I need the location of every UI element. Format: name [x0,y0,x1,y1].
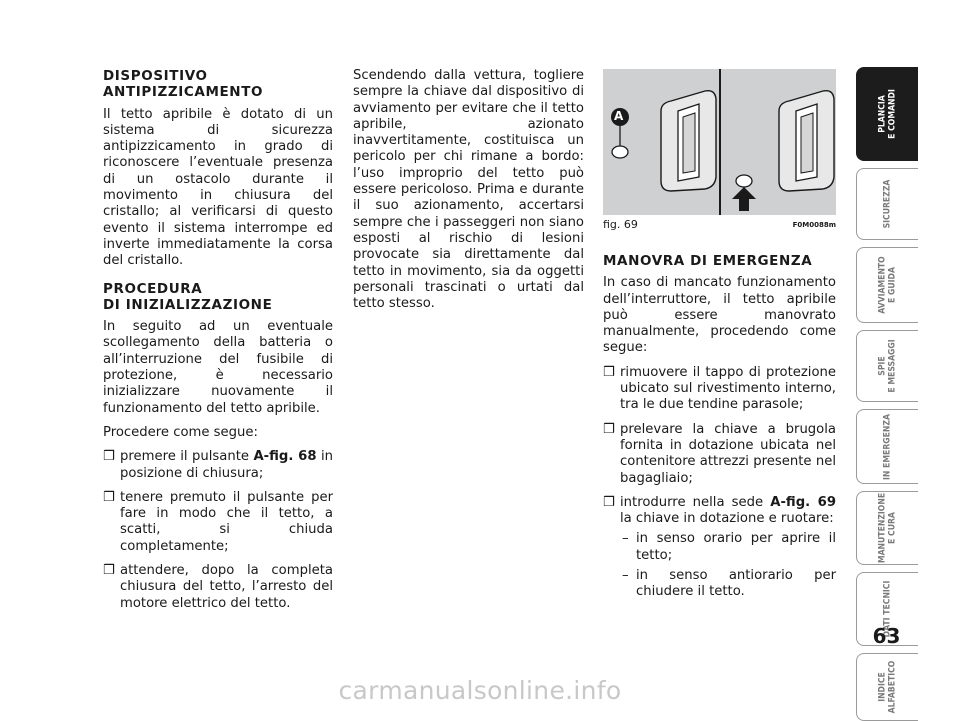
title-line: ANTIPIZZICAMENTO [103,84,264,101]
sub-list-item [603,531,836,564]
list-item [603,365,836,414]
list-item [603,422,836,487]
checkbox-bullet-icon: ❒ [103,449,115,465]
dash-bullet: – [622,568,629,584]
list-text: attendere, dopo la completa chiusura del tetto, l’arresto del motore elettrico del tetto. [120,563,333,611]
figure-69 [603,69,836,215]
tab-plancia-e-comandi[interactable] [856,67,918,161]
section-title-emergency: MANOVRA DI EMERGENZA [603,253,813,269]
list-item [103,563,333,612]
tab-label: IN EMERGENZA [881,413,892,480]
column-left [103,68,333,620]
list-item [603,495,836,528]
tab-label: SPIE E MESSAGGI [877,339,897,393]
list-text: prelevare la chiave a brugola fornita in dotazione ubicata nel contenitore attrezzi presente nel bagagliaio; [620,421,836,486]
figure-reference: A-fig. 69 [770,494,836,510]
tab-in-emergenza[interactable] [856,409,918,484]
cap-removed-icon [736,175,752,187]
dash-bullet: – [622,531,629,547]
figure-code: F0M0088m [792,221,836,229]
checkbox-bullet-icon: ❒ [103,563,115,579]
roof-control-illustration [603,69,836,215]
tab-spie-e-messaggi[interactable] [856,330,918,402]
list-text: in senso antiorario per chiudere il tetto. [636,568,836,600]
sub-list-item [603,568,836,601]
title-line: DISPOSITIVO [103,68,208,84]
tab-label: DATI TECNICI [881,580,892,638]
figure-number: fig. 69 [603,218,638,231]
section-anti-pinch [103,68,333,270]
paragraph: In seguito ad un eventuale scollegamento della batteria o all’interruzione del fusibile di protezione, è necessario inizializzare nuovamente il funzionamento del tetto apribile. [103,319,333,416]
column-middle [353,68,584,320]
tab-label: INDICE ALFABETICO [877,660,897,714]
roof-switch-housing-left [661,91,716,191]
access-cap-icon [612,146,628,158]
checkbox-bullet-icon: ❒ [603,421,615,437]
figure-reference: A-fig. 68 [253,449,317,465]
section-title-anti-pinch [103,68,333,101]
list-text: introdurre nella sede [620,494,771,510]
warning-paragraph: Scendendo dalla vettura, togliere sempre la chiave dal dispositivo di avviamento per evitare che il tetto apribile, azionato inavvertitamente, costituisca un pericolo per chi rimane a bordo: l’uso improprio del tetto può essere pericoloso. Prima e durante il suo azionamento, accertarsi sempre che i passeggeri non siano esposti al rischio di lesioni provocate sia direttamente dal tetto in movimento, sia da oggetti personali trascinati o urtati dal tetto stesso. [353,68,584,312]
list-text: in posizione di chiusura; [120,449,333,481]
checkbox-bullet-icon: ❒ [103,489,115,505]
paragraph: Il tetto apribile è dotato di un sistema di sicurezza antipizzicamento in grado di riconoscere l’eventuale presenza di un ostacolo durante il movimento in chiusura del cristallo; al verificarsi di questo evento il sistema interrompe ed inverte immediatamente la corsa del cristallo. [103,106,333,269]
section-initialization [103,281,333,612]
page-number: 63 [872,624,901,648]
tab-label: AVVIAMENTO E GUIDA [877,256,897,314]
list-text: premere il pulsante [120,449,254,465]
paragraph: In caso di mancato funzionamento dell’interruttore, il tetto apribile può essere manovrato manualmente, procedendo come segue: [603,275,836,356]
list-item [103,490,333,555]
list-text: in senso orario per aprire il tetto; [636,531,836,563]
tab-label: MANUTENZIONE E CURA [877,492,897,564]
roof-switch-housing-right [779,91,834,191]
column-right [603,253,836,605]
list-text: tenere premuto il pulsante per fare in modo che il tetto, a scatti, si chiuda completamente; [120,489,333,554]
figure-caption [603,218,836,231]
list-text: rimuovere il tappo di protezione ubicato sul rivestimento interno, tra le due tendine parasole; [620,364,836,413]
list-text: la chiave in dotazione e ruotare: [620,511,834,527]
tab-manutenzione-e-cura[interactable] [856,491,918,565]
title-line: PROCEDURA [103,280,203,297]
checkbox-bullet-icon: ❒ [603,364,615,380]
tab-label: PLANCIA E COMANDI [877,89,897,139]
section-title-initialization [103,281,333,314]
watermark: carmanualsonline.info [338,676,622,705]
tab-sicurezza[interactable] [856,168,918,240]
tab-avviamento-e-guida[interactable] [856,247,918,323]
paragraph-intro: Procedere come segue: [103,424,258,440]
title-line: DI INIZIALIZZAZIONE [103,296,273,313]
tab-label: SICUREZZA [881,179,892,229]
marker-a-label: A [614,109,624,123]
list-item [103,449,333,482]
checkbox-bullet-icon: ❒ [603,494,615,510]
